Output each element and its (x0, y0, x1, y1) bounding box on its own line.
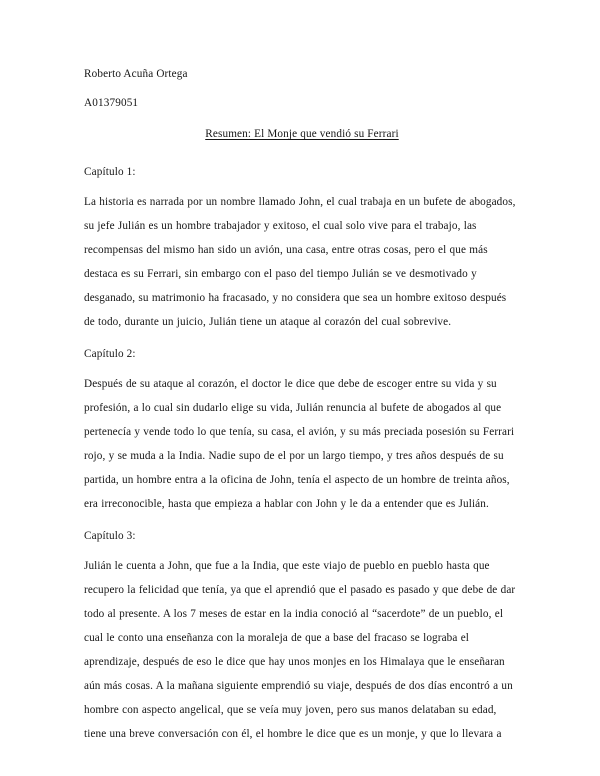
author-name: Roberto Acuña Ortega (84, 68, 188, 80)
chapter-heading-1: Capítulo 1: (84, 166, 136, 178)
document-body (84, 60, 520, 752)
title-spacer (84, 150, 520, 152)
document-title-text: Resumen: El Monje que vendió su Ferrari (205, 128, 399, 140)
student-id: A01379051 (84, 97, 139, 109)
chapter-paragraph-1: La historia es narrada por un nombre llamado John, el cual trabaja en un bufete de abogados, su jefe Julián es un hombre trabajador y exitoso, el cual solo vive para el trabajo, las recompensas del mismo han sido un avión, una casa, entre otras cosas, pero el que más destaca es su Ferrari, sin embargo con el paso del tiempo Julián se ve desmotivado y desganado, su matrimonio ha fracasado, y no considera que sea un hombre exitoso después de todo, durante un juicio, Julián tiene un ataque al corazón del cual sobrevive. (84, 196, 516, 328)
chapter-heading-2: Capítulo 2: (84, 348, 136, 360)
chapter-paragraph-3: Julián le cuenta a John, que fue a la India, que este viajo de pueblo en pueblo hasta que recupero la felicidad que tenía, ya que el aprendió que el pasado es pasado y que debe de dar todo al presente. A los 7 meses de estar en la india conoció al “sacerdote” de un pueblo, el cual le conto una enseñanza con la moraleja de que a base del fracaso se lograba el aprendizaje, después de eso le dice que hay unos monjes en los Himalaya que le enseñaran aún más cosas. A la mañana siguiente emprendió su viaje, después de dos días encontró a un hombre con aspecto angelical, que se veía muy joven, pero sus manos delataban su edad, tiene una breve conversación con él, el hombre le dice que es un monje, y que lo llevara a (84, 560, 516, 740)
chapter-heading-3: Capítulo 3: (84, 530, 136, 542)
document-title (84, 119, 520, 150)
chapter-paragraph-2: Después de su ataque al corazón, el doctor le dice que debe de escoger entre su vida y su profesión, a lo cual sin dudarlo elige su vida, Julián renuncia al bufete de abogados al que pertenecía y vende todo lo que tenía, su casa, el avión, y su más preciada posesión su Ferrari rojo, y se muda a la India. Nadie supo de el por un largo tiempo, y tres años después de su partida, un hombre entra a la oficina de John, tenía el aspecto de un hombre de treinta años, era irreconocible, hasta que empieza a hablar con John y le da a entender que es Julián. (84, 378, 515, 510)
